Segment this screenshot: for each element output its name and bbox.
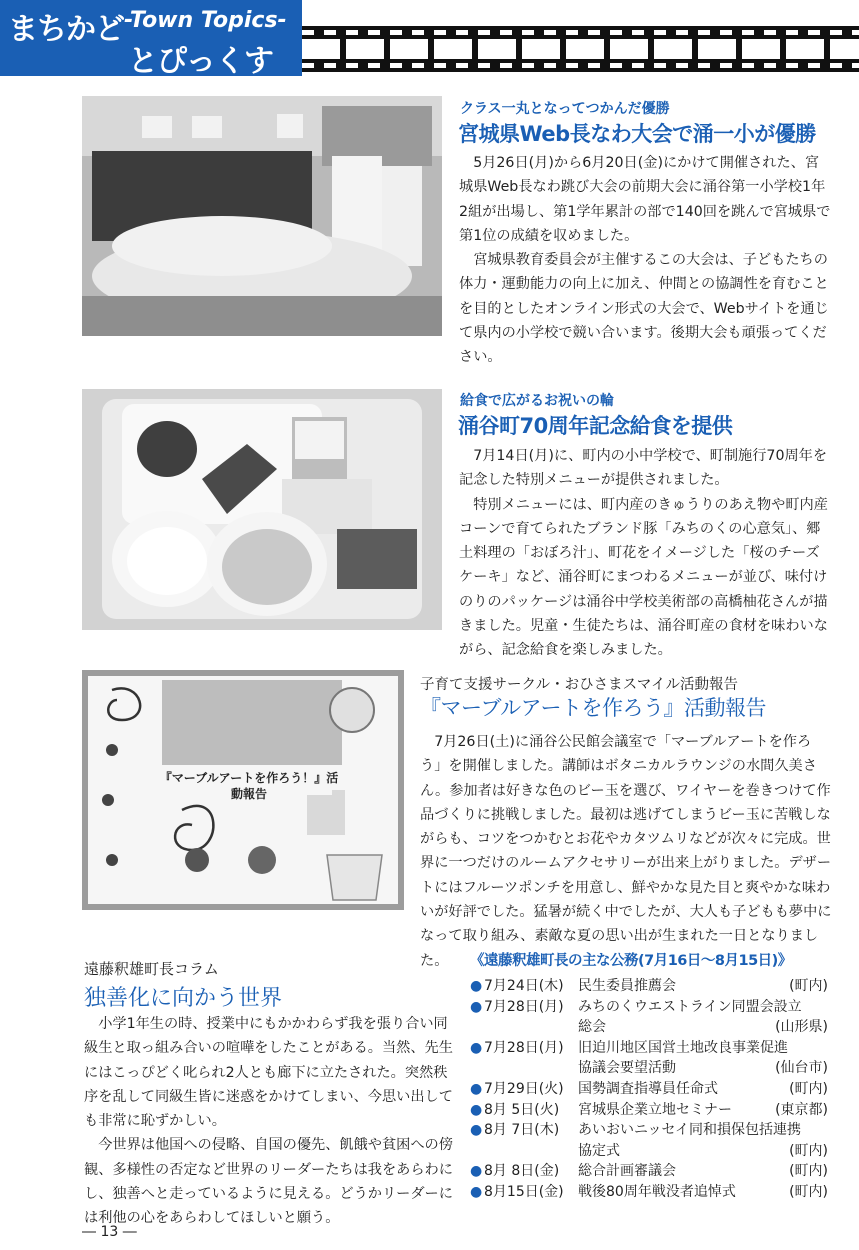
bullet-icon: ●: [470, 998, 483, 1015]
film-strip-decoration: [302, 26, 859, 72]
mayor-column-paragraph: 今世界は他国への侵略、自国の優先、飢餓や貧困への傍観、多様性の否定など世界のリーダーたちは我をあらわにし、独善へと走っているように見える。どうかリーダーには利他の心をあらわしてほしいと願う。: [84, 1137, 453, 1227]
schedule-event: 戦後80周年戦没者追悼式: [578, 1184, 736, 1200]
school-lunch-photo: [82, 389, 442, 630]
article2-body: [459, 444, 831, 663]
badge-title-line2: とぴっくす: [128, 44, 273, 79]
schedule-event: 協議会要望活動: [578, 1060, 676, 1077]
article2-headline: 涌谷町70周年記念給食を提供: [458, 414, 733, 438]
bullet-icon: ●: [470, 1081, 483, 1097]
schedule-place: (仙台市): [775, 1060, 828, 1077]
schedule-row: [470, 1161, 830, 1181]
article1-paragraph: 宮城県教育委員会が主催するこの大会は、子どもたちの体力・運動能力の向上に加え、仲間との協調性を育むことを目的としたオンライン形式の大会で、Webサイトを通じて県内の小学校で競い合います。後期大会も頑張ってください。: [459, 252, 829, 366]
schedule-row: [470, 1058, 830, 1078]
schedule-event: 協定式: [578, 1142, 620, 1159]
schedule-date: 7月28日(月): [484, 998, 564, 1015]
schedule-row: [470, 1100, 830, 1120]
schedule-row: [470, 1017, 830, 1037]
schedule-event: 国勢調査指導員任命式: [578, 1081, 718, 1097]
bullet-icon: ●: [470, 1039, 483, 1056]
schedule-place: (山形県): [775, 1019, 828, 1036]
schedule-event: 旧迫川地区国営土地改良事業促進: [578, 1039, 788, 1056]
article1-kicker: クラス一丸となってつかんだ優勝: [460, 101, 670, 117]
schedule-place: (町内): [789, 1163, 828, 1180]
bullet-icon: ●: [470, 1184, 483, 1200]
schedule-date: 8月15日(金): [484, 1184, 564, 1200]
bullet-icon: ●: [470, 1163, 483, 1180]
mayor-column-body: [84, 1012, 454, 1231]
page-number: ― 13 ―: [82, 1224, 137, 1240]
bullet-icon: ●: [470, 978, 483, 994]
schedule-row: [470, 1038, 830, 1058]
schedule-place: (町内): [789, 978, 828, 994]
badge-title-english: -Town Topics-: [124, 8, 287, 33]
schedule-date: 7月29日(火): [484, 1081, 564, 1097]
article2-paragraph: 7月14日(月)に、町内の小中学校で、町制施行70周年を記念した特別メニューが提供されました。: [459, 448, 828, 489]
schedule-event: みちのくウエストライン同盟会設立: [578, 998, 802, 1015]
article1-paragraph: 5月26日(月)から6月20日(金)にかけて開催された、宮城県Web長なわ跳び大会の前期大会に涌谷第一小学校1年2組が出場し、第1学年累計の部で140回を跳んで宮城県で第1位の成績を収めました。: [459, 155, 831, 244]
article3-headline: 『マーブルアートを作ろう』活動報告: [420, 696, 766, 720]
schedule-event: 民生委員推薦会: [578, 978, 676, 994]
mayor-column-kicker: 遠藤釈雄町長コラム: [84, 960, 219, 978]
article3-body: [420, 730, 832, 973]
section-badge: [0, 0, 302, 79]
schedule-date: 7月28日(月): [484, 1039, 564, 1056]
mayor-column-paragraph: 小学1年生の時、授業中にもかかわらず我を張り合い同級生と取っ組み合いの喧嘩をしたことがある。当然、先生にはこっぴどく叱られ2人とも廊下に立たされた。突然秩序を乱して同級生皆に迷惑をかけてしまい、今思い出しても非常に恥ずかしい。: [84, 1016, 453, 1130]
bullet-icon: ●: [470, 1101, 483, 1118]
schedule-row: [470, 1182, 830, 1202]
schedule-row: [470, 1120, 830, 1140]
schedule-date: 8月 8日(金): [484, 1163, 560, 1180]
article2-paragraph: 特別メニューには、町内産のきゅうりのあえ物や町内産コーンで育てられたブランド豚「みちのくの心意気」、郷土料理の「おぼろ汁」、町花をイメージした「桜のチーズケーキ」など、涌谷町にまつわるメニューが並び、味付けのりのパッケージは涌谷中学校美術部の高橋柚花さんが描きました。児童・生徒たちは、涌谷町産の食材を味わいながら、記念給食を楽しみました。: [459, 496, 828, 659]
article2-kicker: 給食で広がるお祝いの輪: [460, 393, 614, 409]
schedule-date: 8月 5日(火): [484, 1101, 560, 1118]
schedule-row: [470, 997, 830, 1017]
schedule-place: (町内): [789, 1142, 828, 1159]
schedule-place: (町内): [789, 1081, 828, 1097]
schedule-place: (東京都): [775, 1101, 828, 1118]
schedule-event: 総会: [578, 1019, 606, 1036]
collage-caption: 『マーブルアートを作ろう！』活動報告: [159, 771, 339, 801]
schedule-event: あいおいニッセイ同和損保包括連携: [578, 1122, 802, 1139]
article1-body: [459, 151, 831, 370]
article1-headline: 宮城県Web長なわ大会で涌一小が優勝: [458, 122, 816, 146]
schedule-date: 7月24日(木): [484, 978, 564, 994]
mayor-column-title: 独善化に向かう世界: [84, 986, 283, 1011]
schedule-date: 8月 7日(木): [484, 1122, 560, 1139]
marble-art-collage: [82, 670, 404, 910]
bullet-icon: ●: [470, 1122, 483, 1139]
schedule-title: 《遠藤釈雄町長の主な公務(7月16日～8月15日)》: [470, 953, 792, 969]
schedule-row: [470, 1079, 830, 1099]
article3-kicker: 子育て支援サークル・おひさまスマイル活動報告: [420, 677, 738, 693]
schedule-event: 宮城県企業立地セミナー: [578, 1101, 732, 1118]
schedule-row: [470, 1141, 830, 1161]
schedule-event: 総合計画審議会: [578, 1163, 676, 1180]
class-group-photo: [82, 96, 442, 336]
badge-title-line1: まちかど: [8, 12, 124, 47]
schedule-place: (町内): [789, 1184, 828, 1200]
schedule-row: [470, 976, 830, 996]
article3-paragraph: 7月26日(土)に涌谷公民館会議室で「マーブルアートを作ろう」を開催しました。講師はボタニカルラウンジの水間久美さん。参加者は好きな色のビー玉を選び、ワイヤーを巻きつけて作品づくりに挑戦しました。最初は逃げてしまうビー玉に苦戦しながらも、コツをつかむとお花やカタツムリなどが次々に完成。世界に一つだけのルームアクセサリーが出来上がりました。デザートにはフルーツポンチを用意し、鮮やかな見た目と爽やかな味わいが好評でした。猛暑が続く中でしたが、大人も子どもも夢中になって取り組み、素敵な夏の思い出が生まれた一日となりました。: [420, 734, 832, 969]
